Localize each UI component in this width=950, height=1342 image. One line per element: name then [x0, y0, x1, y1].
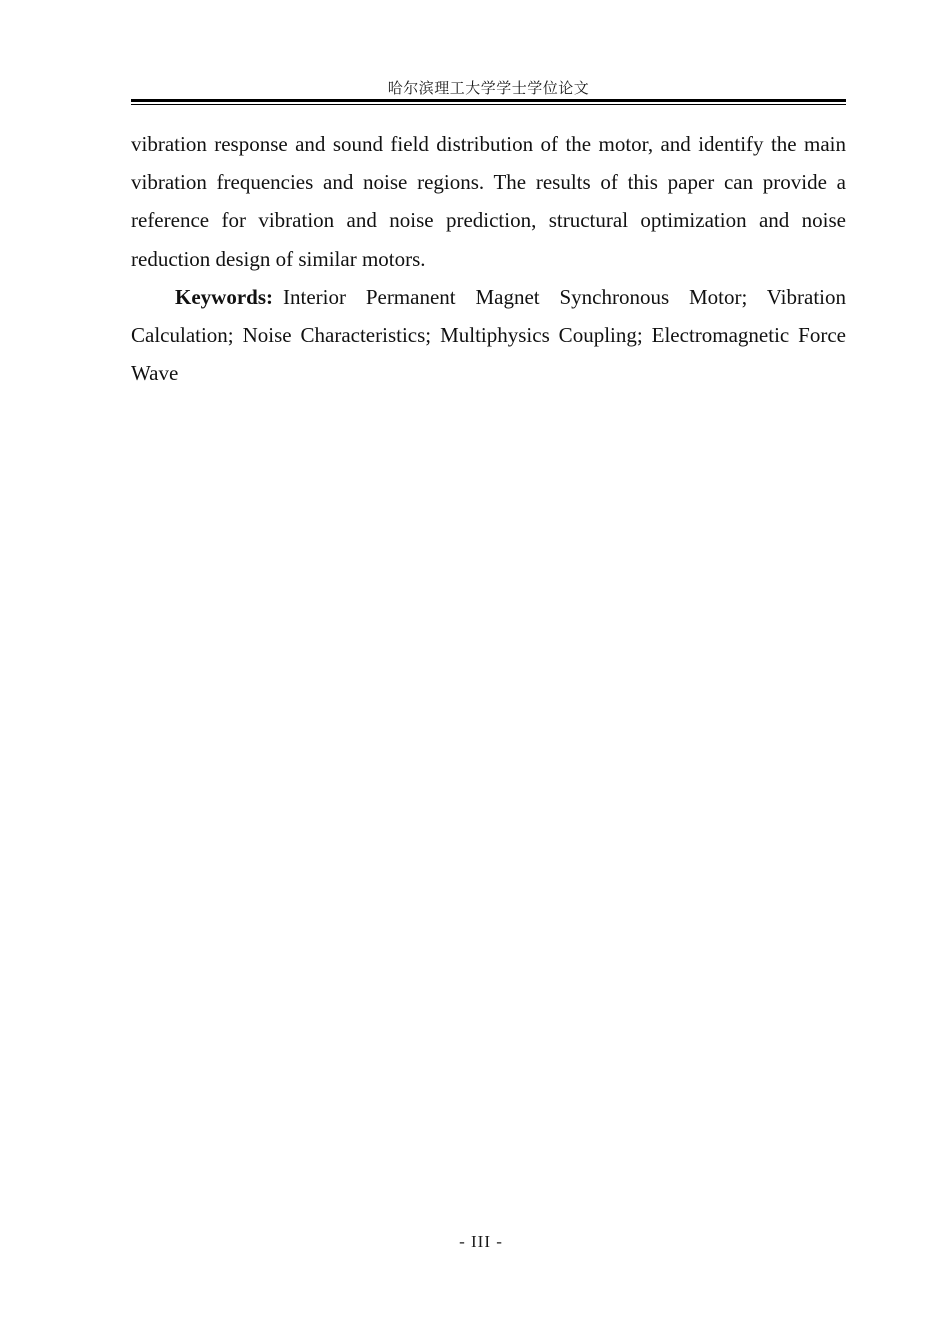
abstract-paragraph: vibration response and sound field distribution of the motor, and identify the main vibration frequencies and noise regions. The results of this paper can provide a reference for vibration and noise prediction, structural optimization and noise reduction design of similar motors. — [131, 132, 846, 271]
keywords-paragraph — [131, 278, 846, 393]
keywords-text: Interior Permanent Magnet Synchronous Motor; Vibration Calculation; Noise Characteristics; Multiphysics Coupling; Electromagnetic Force Wave — [131, 284, 846, 386]
keywords-label: Keywords: — [175, 284, 273, 309]
header-rule-thin — [131, 104, 846, 105]
page-number: - III - — [459, 1232, 503, 1251]
header-rule-thick — [131, 99, 846, 102]
page-body — [131, 125, 846, 392]
running-header: 哈尔滨理工大学学士学位论文 — [387, 79, 590, 97]
